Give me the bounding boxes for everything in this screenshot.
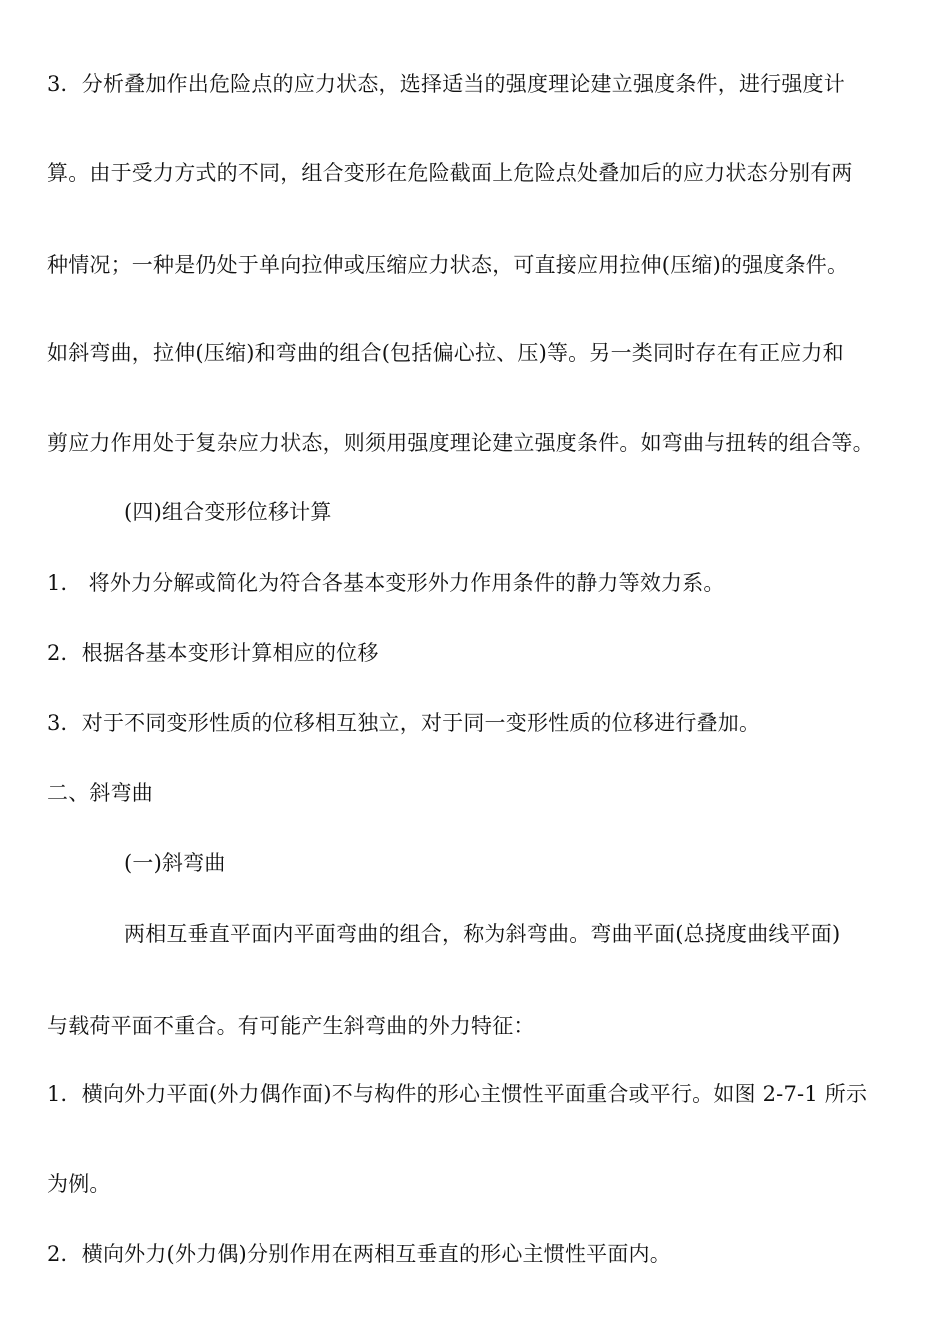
paragraph-line: 为例。 [47, 1172, 111, 1196]
paragraph-line: 种情况；一种是仍处于单向拉伸或压缩应力状态，可直接应用拉伸(压缩)的强度条件。 [47, 253, 849, 277]
paragraph-line: 如斜弯曲，拉伸(压缩)和弯曲的组合(包括偏心拉、压)等。另一类同时存在有正应力和 [47, 341, 844, 365]
list-item: 2．横向外力(外力偶)分别作用在两相互垂直的形心主惯性平面内。 [47, 1242, 671, 1266]
paragraph-line: 算。由于受力方式的不同，组合变形在危险截面上危险点处叠加后的应力状态分别有两 [47, 161, 853, 185]
list-item: 3．对于不同变形性质的位移相互独立，对于同一变形性质的位移进行叠加。 [47, 711, 761, 735]
list-item: 2．根据各基本变形计算相应的位移 [47, 641, 379, 665]
paragraph-line: 两相互垂直平面内平面弯曲的组合，称为斜弯曲。弯曲平面(总挠度曲线平面) [124, 922, 841, 946]
list-item: 1．横向外力平面(外力偶作面)不与构件的形心主惯性平面重合或平行。如图 2-7-1 所示 [47, 1082, 868, 1106]
paragraph-line: 剪应力作用处于复杂应力状态，则须用强度理论建立强度条件。如弯曲与扭转的组合等。 [47, 431, 874, 455]
section-heading: 二、斜弯曲 [47, 781, 153, 805]
paragraph-line: 3．分析叠加作出危险点的应力状态，选择适当的强度理论建立强度条件，进行强度计 [47, 72, 845, 96]
subsection-heading: (一)斜弯曲 [124, 851, 226, 875]
list-item: 1． 将外力分解或简化为符合各基本变形外力作用条件的静力等效力系。 [47, 571, 725, 595]
section-heading: (四)组合变形位移计算 [124, 500, 332, 524]
paragraph-line: 与载荷平面不重合。有可能产生斜弯曲的外力特征： [47, 1014, 535, 1038]
